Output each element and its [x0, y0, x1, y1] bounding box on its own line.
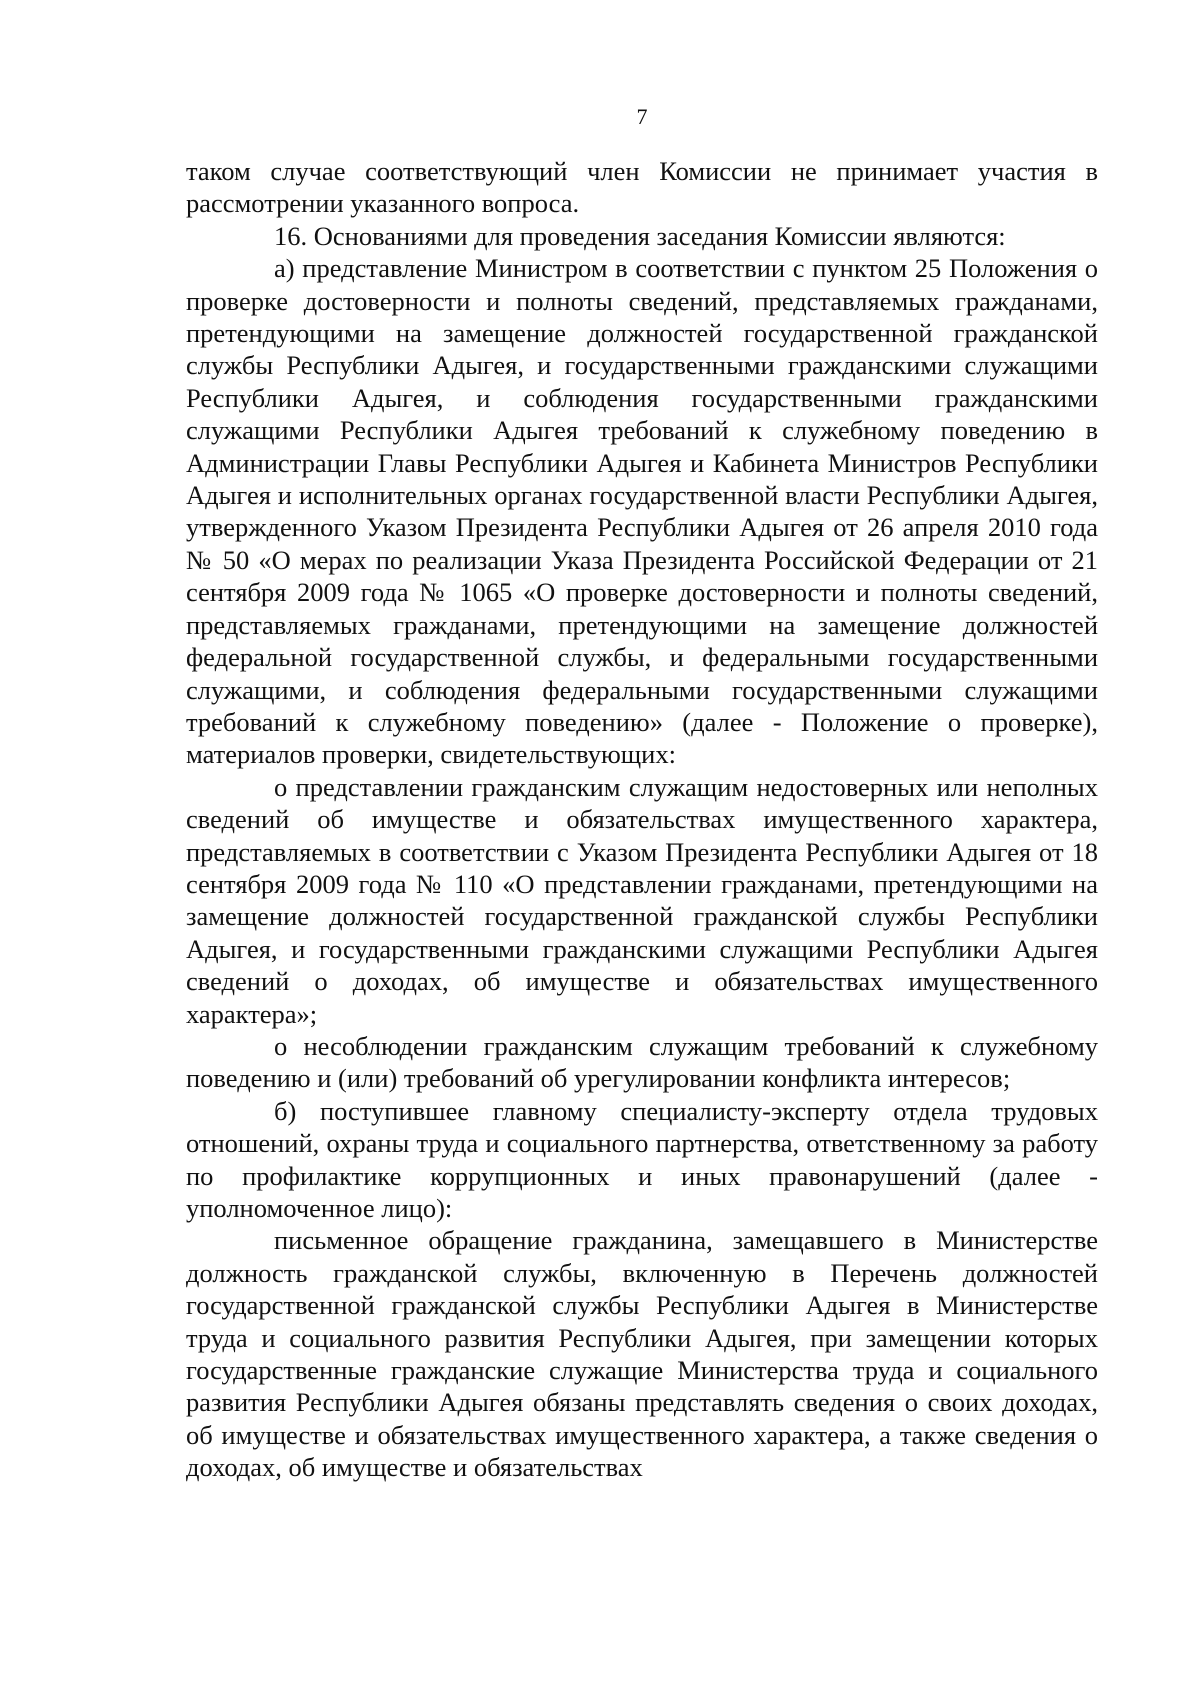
document-body [186, 155, 1098, 1484]
paragraph-unreliable-info: о представлении гражданским служащим недостоверных или неполных сведений об имуществе и обязательствах имущественного характера, представляемых в соответствии с Указом Президента Республики Адыгея от 18 сентября 2009 года № 110 «О представлении гражданами, претендующими на замещение должностей государственной гражданской службы Республики Адыгея, и государственными гражданскими служащими Республики Адыгея сведений о доходах, об имуществе и обязательствах имущественного характера»; [186, 771, 1098, 1029]
page-number: 7 [636, 104, 648, 129]
paragraph-continuation: таком случае соответствующий член Комиссии не принимает участия в рассмотрении указанного вопроса. [186, 156, 1098, 219]
paragraph-written-appeal: письменное обращение гражданина, замещавшего в Министерстве должность гражданской службы, включенную в Перечень должностей государственной гражданской службы Республики Адыгея в Министерстве труда и социального развития Республики Адыгея, при замещении которых государственные гражданские служащие Министерства труда и социального развития Республики Адыгея обязаны представлять сведения о своих доходах, об имуществе и обязательствах имущественного характера, а также сведения о доходах, об имуществе и обязательствах [186, 1225, 1098, 1483]
paragraph-item-16: 16. Основаниями для проведения заседания Комиссии являются: [274, 220, 1006, 251]
paragraph-subitem-b: б) поступившее главному специалисту-эксперту отдела трудовых отношений, охраны труда и социального партнерства, ответственному за работу по профилактике коррупционных и иных правонарушений (далее - уполномоченное лицо): [186, 1095, 1098, 1223]
paragraph-noncompliance: о несоблюдении гражданским служащим требований к служебному поведению и (или) требований об урегулировании конфликта интересов; [186, 1030, 1098, 1094]
paragraph-subitem-a: а) представление Министром в соответствии с пунктом 25 Положения о проверке достоверности и полноты сведений, представляемых гражданами, претендующими на замещение должностей государственной гражданской службы Республики Адыгея, и государственными гражданскими служащими Республики Адыгея, и соблюдения государственными гражданскими служащими Республики Адыгея требований к служебному поведению в Администрации Главы Республики Адыгея и Кабинета Министров Республики Адыгея и исполнительных органах государственной власти Республики Адыгея, утвержденного Указом Президента Республики Адыгея от 26 апреля 2010 года № 50 «О мерах по реализации Указа Президента Российской Федерации от 21 сентября 2009 года № 1065 «О проверке достоверности и полноты сведений, представляемых гражданами, претендующими на замещение должностей федеральной государственной службы, и федеральными государственными служащими, и соблюдения федеральными государственными служащими требований к служебному поведению» (далее - Положение о проверке), материалов проверки, свидетельствующих: [186, 253, 1098, 770]
